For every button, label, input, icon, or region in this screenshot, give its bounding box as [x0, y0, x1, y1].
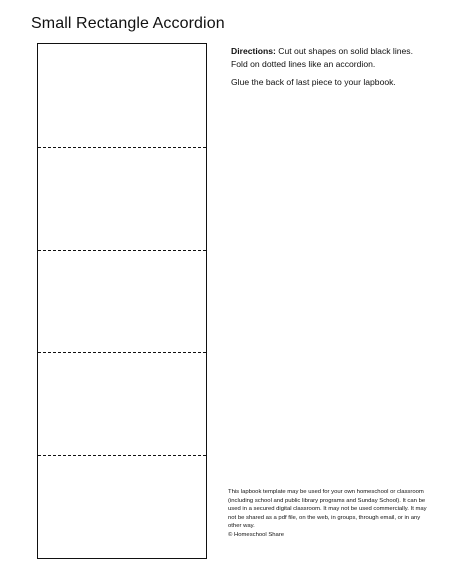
directions-block — [231, 45, 431, 94]
fold-line — [38, 455, 206, 456]
page-title: Small Rectangle Accordion — [31, 15, 225, 32]
fold-line — [38, 352, 206, 353]
fold-line — [38, 147, 206, 148]
license-text: This lapbook template may be used for your own homeschool or classroom (including school and public library programs and Sunday School). It can be used in a secured digital classroom. It may not be used commercially. It may not be shared as a pdf file, on the web, in groups, through email, or in any other way. — [228, 489, 427, 530]
directions-label: Directions: — [231, 46, 276, 56]
license-notice — [228, 488, 428, 540]
directions-glue-text: Glue the back of last piece to your lapbook. — [231, 77, 396, 87]
accordion-cutout — [37, 43, 207, 559]
copyright-text: © Homeschool Share — [228, 531, 285, 538]
fold-line — [38, 250, 206, 251]
directions-text: Cut out shapes on solid black lines. Fold on dotted lines like an accordion. — [231, 46, 413, 69]
directions-paragraph — [231, 45, 431, 71]
